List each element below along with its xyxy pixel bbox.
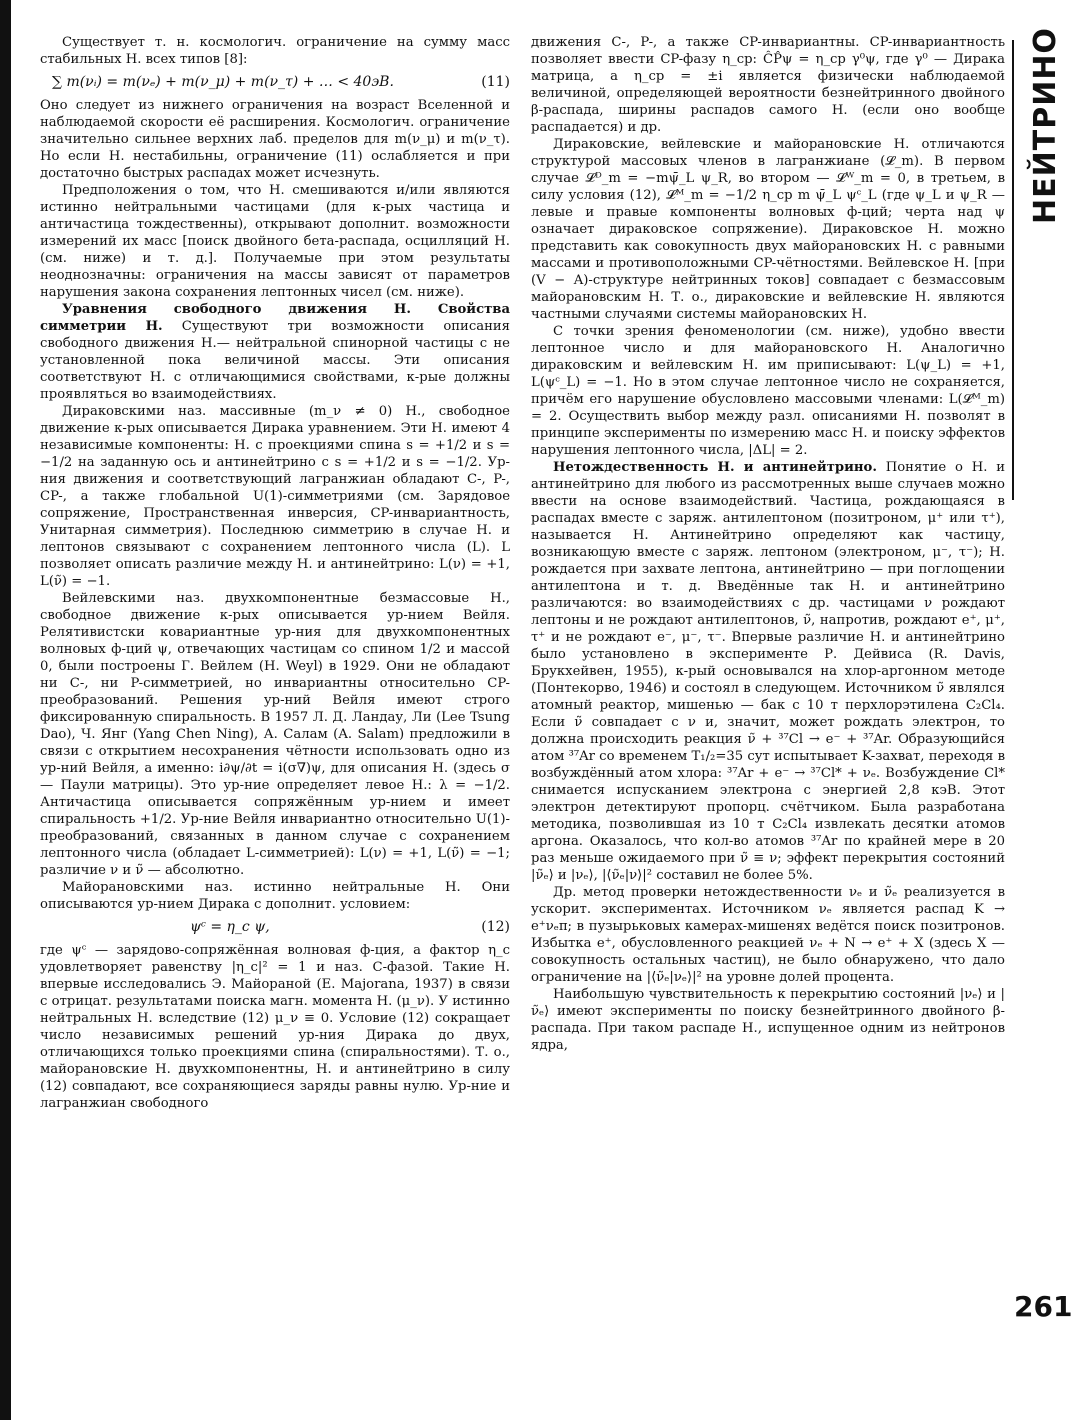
section-text: Понятие о Н. и антинейтрино для любого из рассмотренных выше случаев можно ввести на основе взаимодействий. Частица, рождающаяся в распадах вместе с заряж. антилептоном (позитроном, μ⁺ или τ⁺), называется Н. Антинейтрино определяют как частицу, возникающую вместе с заряж. лептоном (электроном, μ⁻, τ⁻); Н. рождается при захвате лептона, антинейтрино — при поглощении антилептона и т. д. Введённые так Н. и антинейтрино различаются: во взаимодействиях с др. частицами ν рождают лептоны и не рождают антилептонов, ν̃, напротив, рождают e⁺, μ⁺, τ⁺ и не рождают e⁻, μ⁻, τ⁻. Впервые различие Н. и антинейтрино было установлено в эксперименте Р. Дейвиса (R. Davis, Брукхейвен, 1955), к-рый основывался на хлор-аргонном методе (Понтекорво, 1946) и состоял в следующем. Источником ν̃ являлся атомный реактор, мишенью — бак с 10 т перхлорэтилена C₂Cl₄. Если ν̃ совпадает с ν и, значит, может рождать электрон, то должна происходить реакция ν̃ + ³⁷Cl → e⁻ + ³⁷Ar. Образующийся атом ³⁷Ar со временем T₁/₂=35 сут испытывает K-захват, переходя в возбуждённый атом хлора: ³⁷Ar + e⁻ → ³⁷Cl* + νₑ. Возбуждение Cl* снимается испусканием электрона с энергией 2,8 кэВ. Этот электрон детектируют пропорц. счётчиком. Была разработана методика, позволившая из 10 т C₂Cl₄ извлекать десятки атомов аргона. Оказалось, что кол-во атомов ³⁷Ar по крайней мере в 20 раз меньше ожидаемого при ν̃ ≡ ν; эффект перекрытия состояний |ν̃ₑ⟩ и |νₑ⟩, |⟨ν̃ₑ|ν⟩|² составил не более 5%. [531, 460, 1005, 883]
section-paragraph [40, 301, 510, 403]
page-number: 261 [1014, 1290, 1073, 1323]
paragraph: Оно следует из нижнего ограничения на возраст Вселенной и наблюдаемой скорости её расширения. Космологич. ограничение значительно сильнее верхних лаб. пределов для m(ν_μ) и m(ν_τ). Но если Н. нестабильны, ограничение (11) ослабляется и при достаточно быстрых распадах может исчезнуть. [40, 98, 510, 181]
formula-number: (11) [481, 74, 510, 90]
paragraph: Существует т. н. космологич. ограничение на сумму масс стабильных Н. всех типов [8]: [40, 35, 510, 67]
paragraph: Майорановскими наз. истинно нейтральные Н. Они описываются ур-нием Дирака с дополнит. условием: [40, 880, 510, 912]
running-head-text: НЕЙТРИНО [1027, 26, 1063, 224]
paragraph: где ψᶜ — зарядово-сопряжённая волновая ф-ция, а фактор η_c удовлетворяет равенству |η_c|² = 1 и наз. C-фазой. Такие Н. впервые исследовались Э. Майораной (E. Majorana, 1937) в связи с отрицат. результатами поиска магн. момента Н. (μ_ν). У истинно нейтральных Н. вследствие (12) μ_ν ≡ 0. Условие (12) сокращает число независимых решений ур-ния Дирака до двух, отличающихся только проекциями спина (спиральностями). Т. о., майорановские Н. двухкомпонентны, Н. и антинейтрино в силу (12) совпадают, все сохраняющиеся заряды равны нулю. Ур-ние и лагранжиан свободного [40, 943, 510, 1111]
page-edge-shadow [0, 0, 11, 1420]
formula-12 [40, 919, 510, 936]
left-column [40, 34, 510, 1112]
right-column [531, 34, 1005, 1054]
paragraph: С точки зрения феноменологии (см. ниже), удобно ввести лептонное число и для майорановского Н. Аналогично дираковским и вейлевским Н. им приписывают: L(ψ_L) = +1, L(ψᶜ_L) = −1. Но в этом случае лептонное число не сохраняется, причём его нарушение обусловлено массовыми членами: L(𝓛ᴹ_m) = 2. Осуществить выбор между разл. описаниями Н. позволят в принципе эксперименты по измерению масс Н. и поиску эффектов нарушения лептонного числа, |ΔL| = 2. [531, 324, 1005, 458]
section-heading: Нетождественность Н. и антинейтрино. [553, 460, 877, 475]
paragraph: Наибольшую чувствительность к перекрытию состояний |νₑ⟩ и |ν̃ₑ⟩ имеют эксперименты по поиску безнейтринного двойного β-распада. При таком распаде Н., испущенное одним из нейтронов ядра, [531, 987, 1005, 1053]
section-paragraph [531, 459, 1005, 884]
paragraph: Вейлевскими наз. двухкомпонентные безмассовые Н., свободное движение к-рых описывается ур-нием Вейля. Релятивистски ковариантные ур-ния для двухкомпонентных волновых ф-ций ψ, отвечающих частицам со спином 1/2 и массой 0, были построены Г. Вейлем (H. Weyl) в 1929. Они не обладают ни C-, ни P-симметрией, но инвариантны относительно CP-преобразований. Решения ур-ний Вейля имеют строго фиксированную спиральность. В 1957 Л. Д. Ландау, Ли (Lee Tsung Dao), Ч. Янг (Yang Chen Ning), А. Салам (A. Salam) предложили в связи с открытием несохранения чётности использовать одно из ур-ний Вейля, а именно: i∂ψ/∂t = i(σ∇)ψ, для описания Н. (здесь σ — Паули матрицы). Это ур-ние определяет левое Н.: λ = −1/2. Античастица описывается сопряжённым ур-нием и имеет спиральность +1/2. Ур-ние Вейля инвариантно относительно U(1)-преобразований, связанных в данном случае с сохранением лептонного числа (обладает L-симметрией): L(ν) = +1, L(ν̃) = −1; различие ν и ν̃ — абсолютно. [40, 591, 510, 878]
section-heading: Уравнения свободного движения Н. Свойства симметрии Н. [40, 302, 510, 334]
margin-rule [1012, 40, 1014, 500]
paragraph: Дираковскими наз. массивные (m_ν ≠ 0) Н., свободное движение к-рых описывается Дирака уравнением. Эти Н. имеют 4 независимые компоненты: Н. с проекциями спина s = +1/2 и s = −1/2 на заданную ось и антинейтрино с s = +1/2 и s = −1/2. Ур-ния движения и соответствующий лагранжиан обладают C-, P-, CP-, а также глобальной U(1)-симметриями (см. Зарядовое сопряжение, Пространственная инверсия, CP-инвариантность, Унитарная симметрия). Последнюю симметрию в случае Н. и лептонов связывают с сохранением лептонного числа (L). L позволяет описать различие между Н. и антинейтрино: L(ν) = +1, L(ν̃) = −1. [40, 404, 510, 589]
paragraph: движения C-, P-, а также CP-инвариантны. CP-инвариантность позволяет ввести CP-фазу η_cp: ĈP̂ψ = η_cp γ⁰ψ, где γ⁰ — Дирака матрица, а η_cp = ±i является физически наблюдаемой величиной, определяющей вероятности безнейтринного двойного β-распада, ширины распадов самого Н. (если оно вообще распадается) и др. [531, 35, 1005, 135]
paragraph: Дираковские, вейлевские и майорановские Н. отличаются структурой массовых членов в лагранжиане (𝓛_m). В первом случае 𝓛ᴰ_m = −mψ̄_L ψ_R, во втором — 𝓛ᵂ_m = 0, в третьем, в силу условия (12), 𝓛ᴹ_m = −1/2 η_cp m ψ̄_L ψᶜ_L (где ψ_L и ψ_R — левые и правые компоненты волновых ф-ций; черта над ψ означает дираковское сопряжение). Дираковское Н. можно представить как совокупность двух майорановских Н. с равными массами и противоположными CP-чётностями. Вейлевское Н. [при (V − A)-структуре нейтринных токов] совпадает с безмассовым майорановским Н. Т. о., дираковские и вейлевские Н. являются частными случаями системы майорановских Н. [531, 137, 1005, 322]
paragraph: Предположения о том, что Н. смешиваются и/или являются истинно нейтральными частицами (для к-рых частица и античастица тождественны), открывают дополнит. возможности измерений их масс [поиск двойного бета-распада, осцилляций Н. (см. ниже) и т. д.]. Получаемые при этом результаты неоднозначны: ограничения на массы зависят от параметров нарушения закона сохранения лептонных чисел (см. ниже). [40, 183, 510, 300]
formula-number: (12) [481, 919, 510, 935]
formula-body: ∑ m(νᵢ) = m(νₑ) + m(ν_μ) + m(ν_τ) + … < 40эВ. [52, 74, 394, 90]
formula-11 [40, 74, 510, 91]
section-text: Существуют три возможности описания свободного движения Н.— нейтральной спинорной частицы с не установленной пока величиной массы. Эти описания соответствуют Н. с отличающимися свойствами, к-рые должны проявляться во взаимодействиях. [40, 319, 510, 402]
paragraph: Др. метод проверки нетождественности νₑ и ν̃ₑ реализуется в ускорит. экспериментах. Источником νₑ является распад K → e⁺νₑπ; в пузырьковых камерах-мишенях ведётся поиск позитронов. Избытка e⁺, обусловленного реакцией νₑ + N → e⁺ + X (здесь X — совокупность остальных частиц), не было обнаружено, что дало ограничение на |⟨ν̃ₑ|νₑ⟩|² на уровне долей процента. [531, 885, 1005, 985]
formula-body: ψᶜ = η_c ψ, [190, 919, 270, 935]
running-head [1022, 26, 1068, 224]
